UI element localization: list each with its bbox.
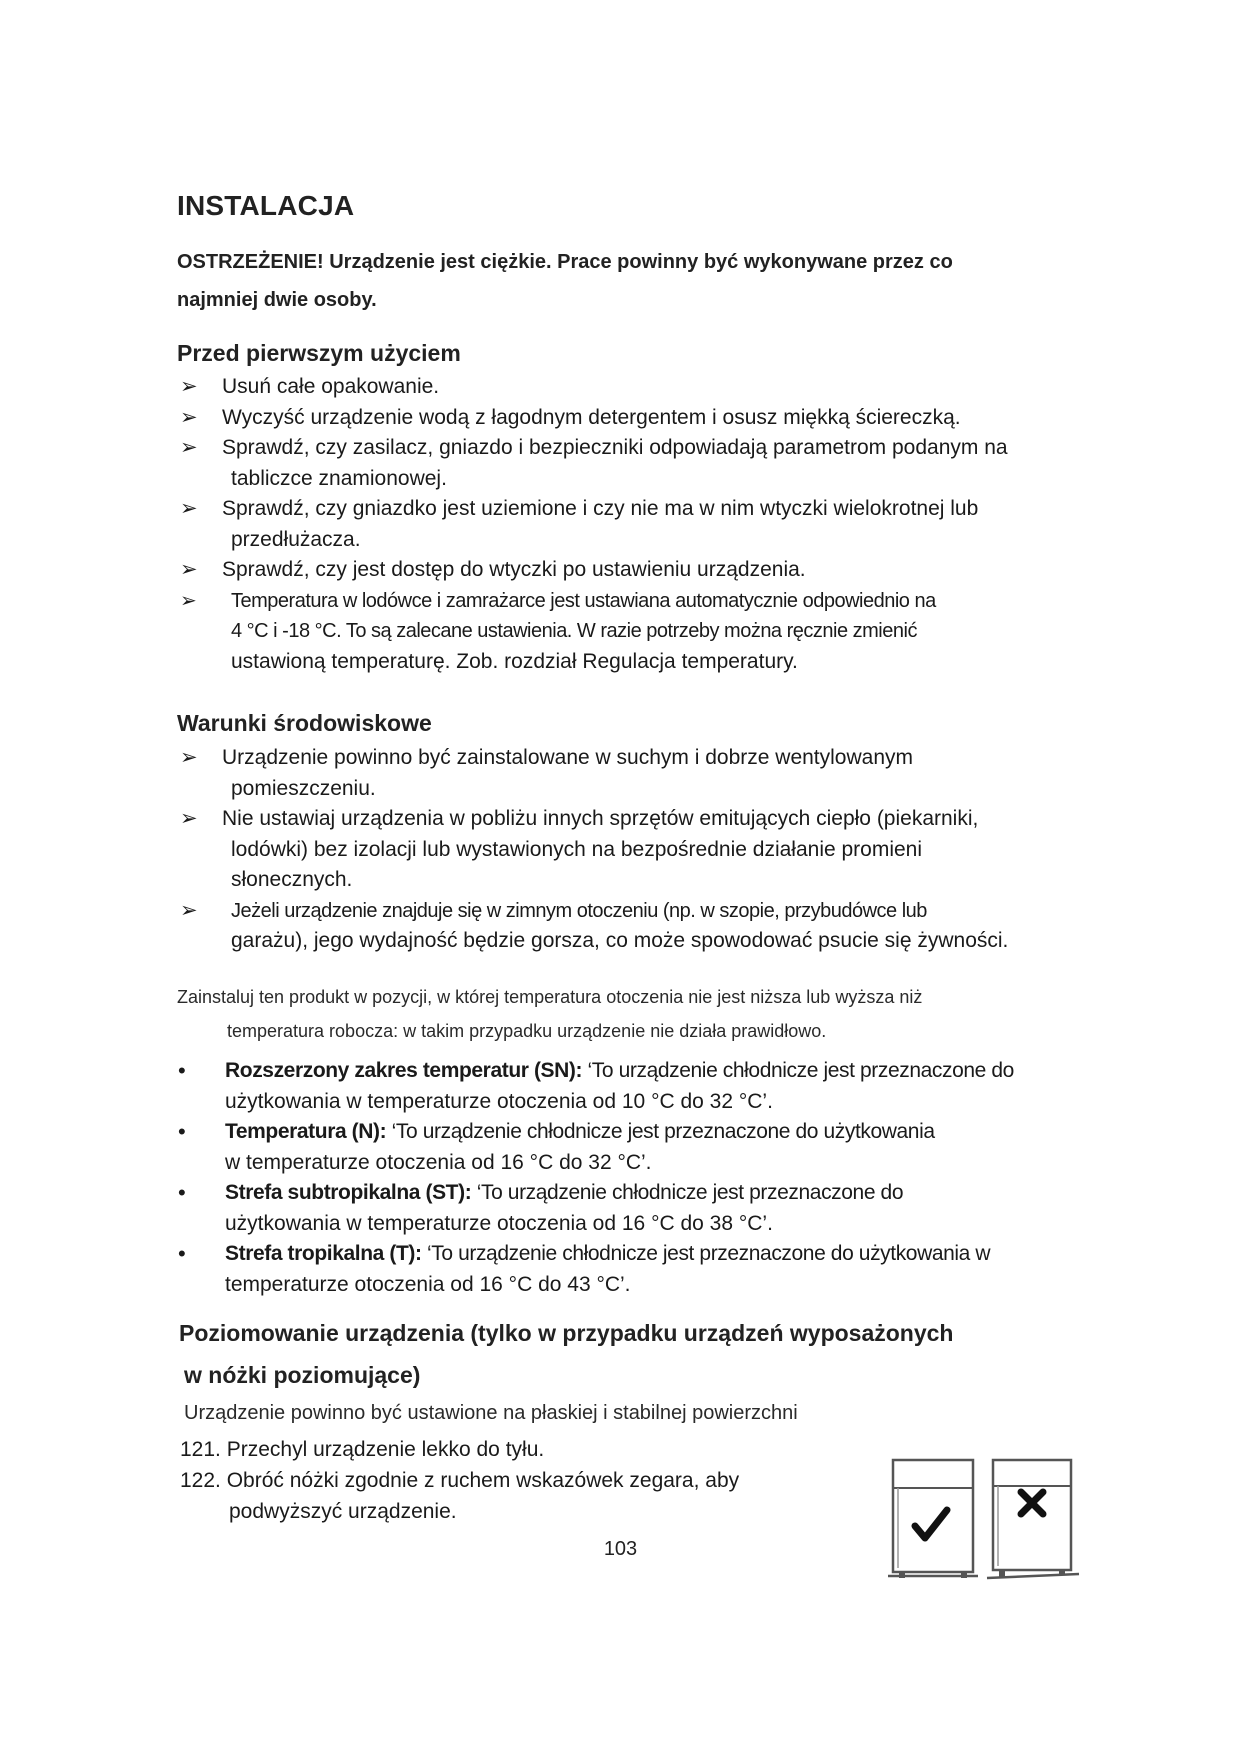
list-item: ➢ Sprawdź, czy gniazdko jest uziemione i czy nie ma w nim wtyczki wielokrotnej lub przedłużacza. [180,494,1130,555]
list-item: ➢ Temperatura w lodówce i zamrażarce jest ustawiana automatycznie odpowiednio na 4 °C i -18 °C. To są zalecane ustawienia. W razie potrzeby można ręcznie zmienić ustawioną temperaturę. Zob. rozdział Regulacja temperatury. [180,586,1130,678]
step-item: 122. Obróć nóżki zgodnie z ruchem wskazówek zegara, aby [180,1469,740,1492]
warning-text: OSTRZEŻENIE! Urządzenie jest ciężkie. Prace powinny być wykonywane przez co najmniej dwie osoby. [177,251,953,311]
page-title: INSTALACJA [177,190,355,221]
bullet-dot-icon: • [178,1180,186,1205]
arrow-bullet-icon: ➢ [180,497,198,520]
list-item: ➢ Sprawdź, czy jest dostęp do wtyczki po ustawieniu urządzenia. [180,555,1130,586]
climate-class-label: Strefa tropikalna (T): [225,1242,422,1265]
arrow-bullet-icon: ➢ [180,436,198,459]
arrow-bullet-icon: ➢ [180,589,197,612]
arrow-bullet-icon: ➢ [180,898,198,922]
environment-list [180,743,1130,957]
bullet-dot-icon: • [178,1119,186,1144]
page-number: 103 [603,1538,638,1560]
leveling-illustration [885,1452,1085,1592]
arrow-bullet-icon: ➢ [180,558,198,581]
list-item: ➢ Urządzenie powinno być zainstalowane w suchym i dobrze wentylowanym pomieszczeniu. [180,743,1130,804]
climate-class-label: Strefa subtropikalna (ST): [225,1181,472,1204]
section-heading-before-use: Przed pierwszym użyciem [177,340,461,366]
list-item: • Strefa subtropikalna (ST): ‘To urządzenie chłodnicze jest przeznaczone do użytkowania w temperaturze otoczenia od 16 °C do 38 °C’. [178,1180,904,1235]
bullet-dot-icon: • [178,1241,186,1266]
list-item: • Temperatura (N): ‘To urządzenie chłodnicze jest przeznaczone do użytkowania w temperaturze otoczenia od 16 °C do 32 °C’. [178,1119,935,1174]
list-item: ➢ Usuń całe opakowanie. [180,372,1130,403]
section-heading-leveling: Poziomowanie urządzenia (tylko w przypadku urządzeń wyposażonych [179,1320,954,1346]
section-heading-leveling-cont: w nóżki poziomujące) [184,1362,421,1388]
list-item: ➢ Wyczyść urządzenie wodą z łagodnym detergentem i osusz miękką ściereczką. [180,403,1130,434]
list-item: • Rozszerzony zakres temperatur (SN): ‘To urządzenie chłodnicze jest przeznaczone do użytkowania w temperaturze otoczenia od 10 °C do 32 °C’. [178,1058,1014,1113]
arrow-bullet-icon: ➢ [180,807,198,830]
list-item: • Strefa tropikalna (T): ‘To urządzenie chłodnicze jest przeznaczone do użytkowania w temperaturze otoczenia od 16 °C do 43 °C’. [178,1241,991,1296]
list-item: ➢ Sprawdź, czy zasilacz, gniazdo i bezpieczniki odpowiadają parametrom podanym na tabliczce znamionowej. [180,433,1130,494]
climate-class-list [176,1056,1136,1300]
section-heading-environment: Warunki środowiskowe [177,710,432,736]
before-use-list [180,372,1130,677]
climate-class-label: Temperatura (N): [225,1120,387,1143]
arrow-bullet-icon: ➢ [180,375,198,398]
bullet-dot-icon: • [178,1058,186,1083]
leveling-intro: Urządzenie powinno być ustawione na płaskiej i stabilnej powierzchni [184,1402,798,1424]
list-item: ➢ Nie ustawiaj urządzenia w pobliżu innych sprzętów emitujących ciepło (piekarniki, lodówki) bez izolacji lub wystawionych na bezpośrednie działanie promieni słonecznych. [180,804,1130,896]
installation-note: Zainstaluj ten produkt w pozycji, w której temperatura otoczenia nie jest niższa lub wyższa niż temperatura robocza: w takim przypadku urządzenie nie działa prawidłowo. [177,987,923,1041]
climate-class-label: Rozszerzony zakres temperatur (SN): [225,1059,583,1082]
arrow-bullet-icon: ➢ [180,405,198,429]
step-item: 121. Przechyl urządzenie lekko do tyłu. [180,1438,545,1461]
arrow-bullet-icon: ➢ [180,746,198,769]
leveling-steps: 121. Przechyl urządzenie lekko do tyłu. 122. Obróć nóżki zgodnie z ruchem wskazówek zegara, aby podwyższyć urządzenie. [180,1434,739,1527]
list-item: ➢ Jeżeli urządzenie znajduje się w zimnym otoczeniu (np. w szopie, przybudówce lub garażu), jego wydajność będzie gorsza, co może spowodować psucie się żywności. [180,896,1130,957]
